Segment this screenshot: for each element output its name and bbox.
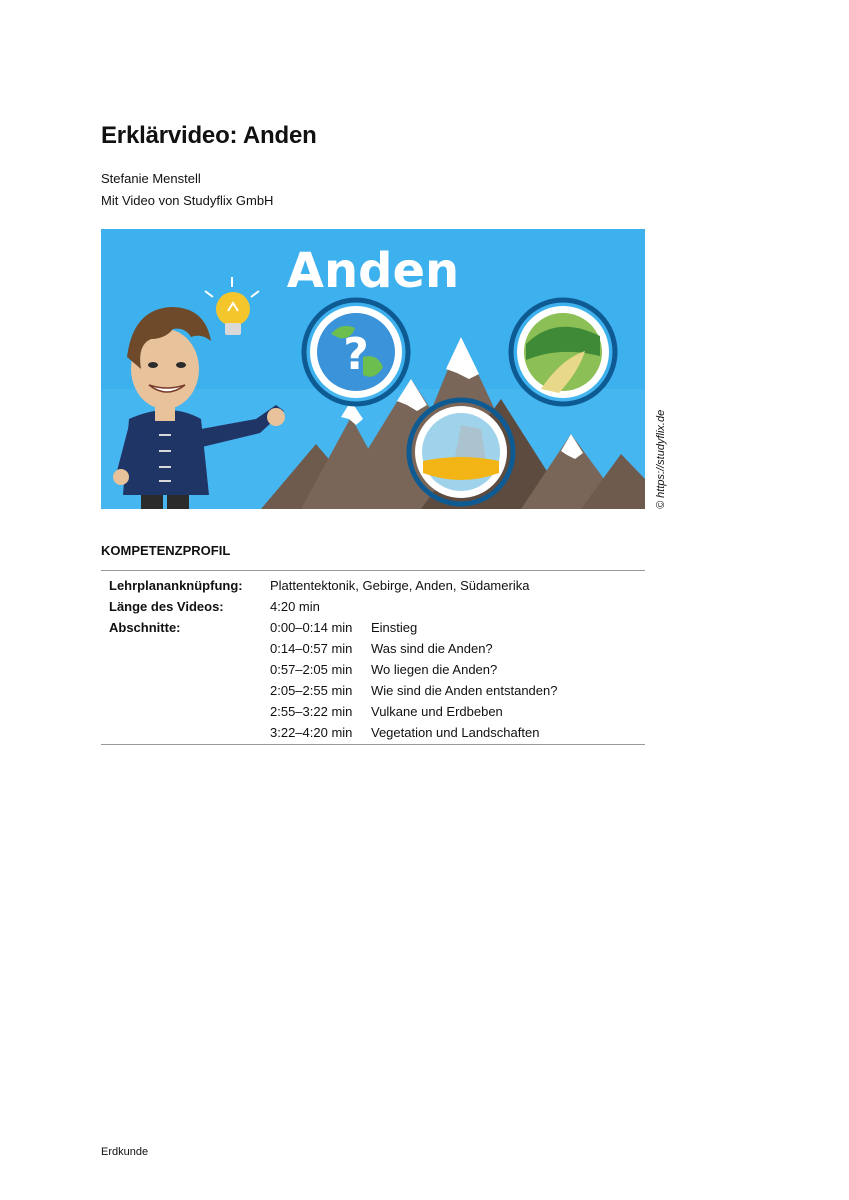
section-title: Vegetation und Landschaften (371, 725, 540, 740)
video-length-row (101, 596, 645, 617)
video-thumbnail[interactable] (101, 229, 645, 509)
subject-footer: Erdkunde (101, 1146, 149, 1158)
copyright-notice: © https://studyflix.de (655, 409, 667, 509)
section-time: 0:00–0:14 min (270, 620, 353, 635)
section-row (101, 701, 645, 722)
section-title: Was sind die Anden? (371, 641, 493, 656)
video-length-value: 4:20 min (270, 599, 320, 614)
section-title: Vulkane und Erdbeben (371, 704, 503, 719)
section-time: 0:14–0:57 min (270, 641, 353, 656)
competence-profile-heading: KOMPETENZPROFIL (101, 543, 231, 558)
section-title: Einstieg (371, 620, 418, 635)
section-title: Wo liegen die Anden? (371, 662, 498, 677)
globe-question-icon (304, 300, 408, 404)
section-row (101, 638, 645, 659)
curriculum-label: Lehrplananknüpfung: (109, 578, 243, 593)
section-time: 3:22–4:20 min (270, 725, 353, 740)
competence-profile-table (101, 570, 645, 745)
curriculum-value: Plattentektonik, Gebirge, Anden, Südamerika (270, 578, 530, 593)
author-name: Stefanie Menstell (101, 171, 201, 186)
video-credit: Mit Video von Studyflix GmbH (101, 193, 274, 208)
curriculum-row (101, 575, 645, 596)
section-title: Wie sind die Anden entstanden? (371, 683, 558, 698)
section-row (101, 659, 645, 680)
hero-heading: Anden (286, 243, 460, 299)
volcano-cross-section-icon (409, 400, 513, 504)
sections-row (101, 617, 645, 638)
document-title: Erklärvideo: Anden (101, 122, 317, 149)
section-time: 2:05–2:55 min (270, 683, 353, 698)
svg-text:?: ? (343, 329, 369, 380)
section-row (101, 680, 645, 701)
sections-label: Abschnitte: (109, 620, 181, 635)
section-time: 0:57–2:05 min (270, 662, 353, 677)
section-row (101, 722, 645, 743)
video-length-label: Länge des Videos: (109, 599, 224, 614)
section-time: 2:55–3:22 min (270, 704, 353, 719)
landscape-icon (511, 300, 615, 404)
